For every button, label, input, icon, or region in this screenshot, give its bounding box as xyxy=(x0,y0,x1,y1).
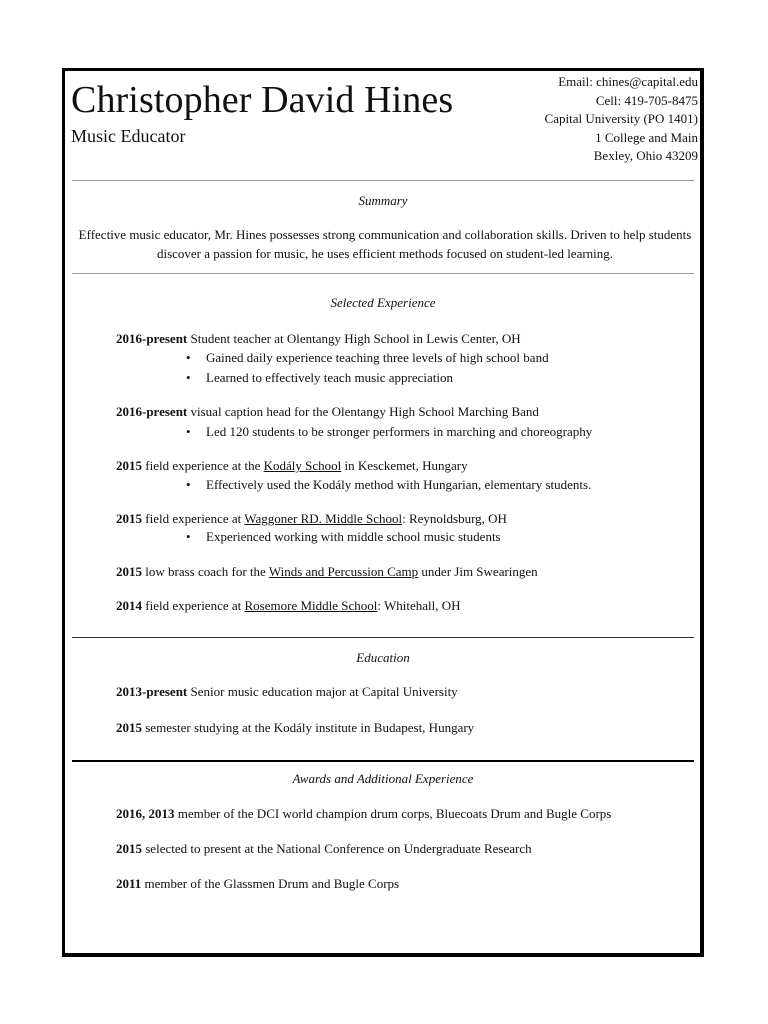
entry-year: 2015 xyxy=(116,564,142,579)
section-heading-awards: Awards and Additional Experience xyxy=(292,771,474,786)
bullet-icon: • xyxy=(186,529,191,544)
divider xyxy=(72,180,694,181)
bullet-icon: • xyxy=(186,477,191,492)
divider xyxy=(72,760,694,762)
entry-text: : Reynoldsburg, OH xyxy=(402,511,507,526)
bullet-item xyxy=(186,369,453,387)
experience-entry xyxy=(116,510,507,528)
award-entry xyxy=(116,840,532,858)
bullet-text: Learned to effectively teach music appreciation xyxy=(206,370,453,385)
contact-address-line-1: Capital University (PO 1401) xyxy=(544,111,698,126)
bullet-icon: • xyxy=(186,350,191,365)
divider xyxy=(72,637,694,638)
entry-text: field experience at xyxy=(142,598,245,613)
entry-year: 2013-present xyxy=(116,684,188,699)
entry-text: under Jim Swearingen xyxy=(418,564,538,579)
entry-text: in Kesckemet, Hungary xyxy=(341,458,468,473)
bullet-item xyxy=(186,528,501,546)
experience-entry xyxy=(116,597,461,615)
education-entry xyxy=(116,719,474,737)
entry-year: 2016-present xyxy=(116,404,188,419)
section-heading-summary: Summary xyxy=(358,193,408,208)
entry-text: visual caption head for the Olentangy High School Marching Band xyxy=(187,404,539,419)
bullet-item xyxy=(186,423,592,441)
entry-year: 2015 xyxy=(116,511,142,526)
contact-email: Email: chines@capital.edu xyxy=(558,74,698,89)
bullet-item xyxy=(186,476,591,494)
experience-entry xyxy=(116,563,538,581)
entry-text: member of the DCI world champion drum corps, Bluecoats Drum and Bugle Corps xyxy=(174,806,612,821)
bullet-text: Gained daily experience teaching three levels of high school band xyxy=(206,350,549,365)
entry-year: 2015 xyxy=(116,458,142,473)
contact-address-line-2: 1 College and Main xyxy=(595,129,698,145)
award-entry xyxy=(116,805,611,823)
bullet-icon: • xyxy=(186,370,191,385)
entry-text: field experience at the xyxy=(142,458,264,473)
entry-year: 2015 xyxy=(116,841,142,856)
divider xyxy=(72,273,694,274)
section-heading-education: Education xyxy=(356,650,410,665)
bullet-text: Effectively used the Kodály method with Hungarian, elementary students. xyxy=(206,477,592,492)
entry-link[interactable]: Rosemore Middle School xyxy=(244,598,378,613)
bullet-text: Led 120 students to be stronger performers in marching and choreography xyxy=(206,424,593,439)
education-entry xyxy=(116,683,458,701)
experience-entry xyxy=(116,457,468,475)
contact-phone: Cell: 419-705-8475 xyxy=(595,92,698,108)
entry-link[interactable]: Waggoner RD. Middle School xyxy=(244,511,403,526)
entry-text: selected to present at the National Conference on Undergraduate Research xyxy=(142,841,532,856)
bullet-item xyxy=(186,349,549,367)
entry-text: : Whitehall, OH xyxy=(377,598,461,613)
entry-year: 2016-present xyxy=(116,331,188,346)
entry-text: Student teacher at Olentangy High School in Lewis Center, OH xyxy=(187,331,521,346)
entry-link[interactable]: Winds and Percussion Camp xyxy=(268,564,419,579)
entry-text: Senior music education major at Capital University xyxy=(187,684,458,699)
bullet-icon: • xyxy=(186,424,191,439)
entry-text: low brass coach for the xyxy=(142,564,269,579)
entry-year: 2016, 2013 xyxy=(116,806,175,821)
entry-text: field experience at xyxy=(142,511,245,526)
entry-link[interactable]: Kodály School xyxy=(263,458,342,473)
entry-year: 2015 xyxy=(116,720,142,735)
award-entry xyxy=(116,875,399,893)
contact-block xyxy=(545,73,698,166)
contact-address-line-3: Bexley, Ohio 43209 xyxy=(593,148,698,163)
entry-year: 2011 xyxy=(116,876,142,891)
entry-text: member of the Glassmen Drum and Bugle Corps xyxy=(141,876,400,891)
summary-text: Effective music educator, Mr. Hines possesses strong communication and collaboration skills. Driven to help students discover a passion for music, he uses efficient methods focused on student-led learning. xyxy=(78,227,692,261)
bullet-text: Experienced working with middle school music students xyxy=(206,529,501,544)
experience-entry xyxy=(116,330,521,348)
resume-title: Music Educator xyxy=(71,126,186,146)
experience-entry xyxy=(116,403,539,421)
entry-year: 2014 xyxy=(116,598,142,613)
entry-text: semester studying at the Kodály institute in Budapest, Hungary xyxy=(142,720,475,735)
section-heading-experience: Selected Experience xyxy=(330,295,436,310)
resume-name: Christopher David Hines xyxy=(71,79,454,121)
